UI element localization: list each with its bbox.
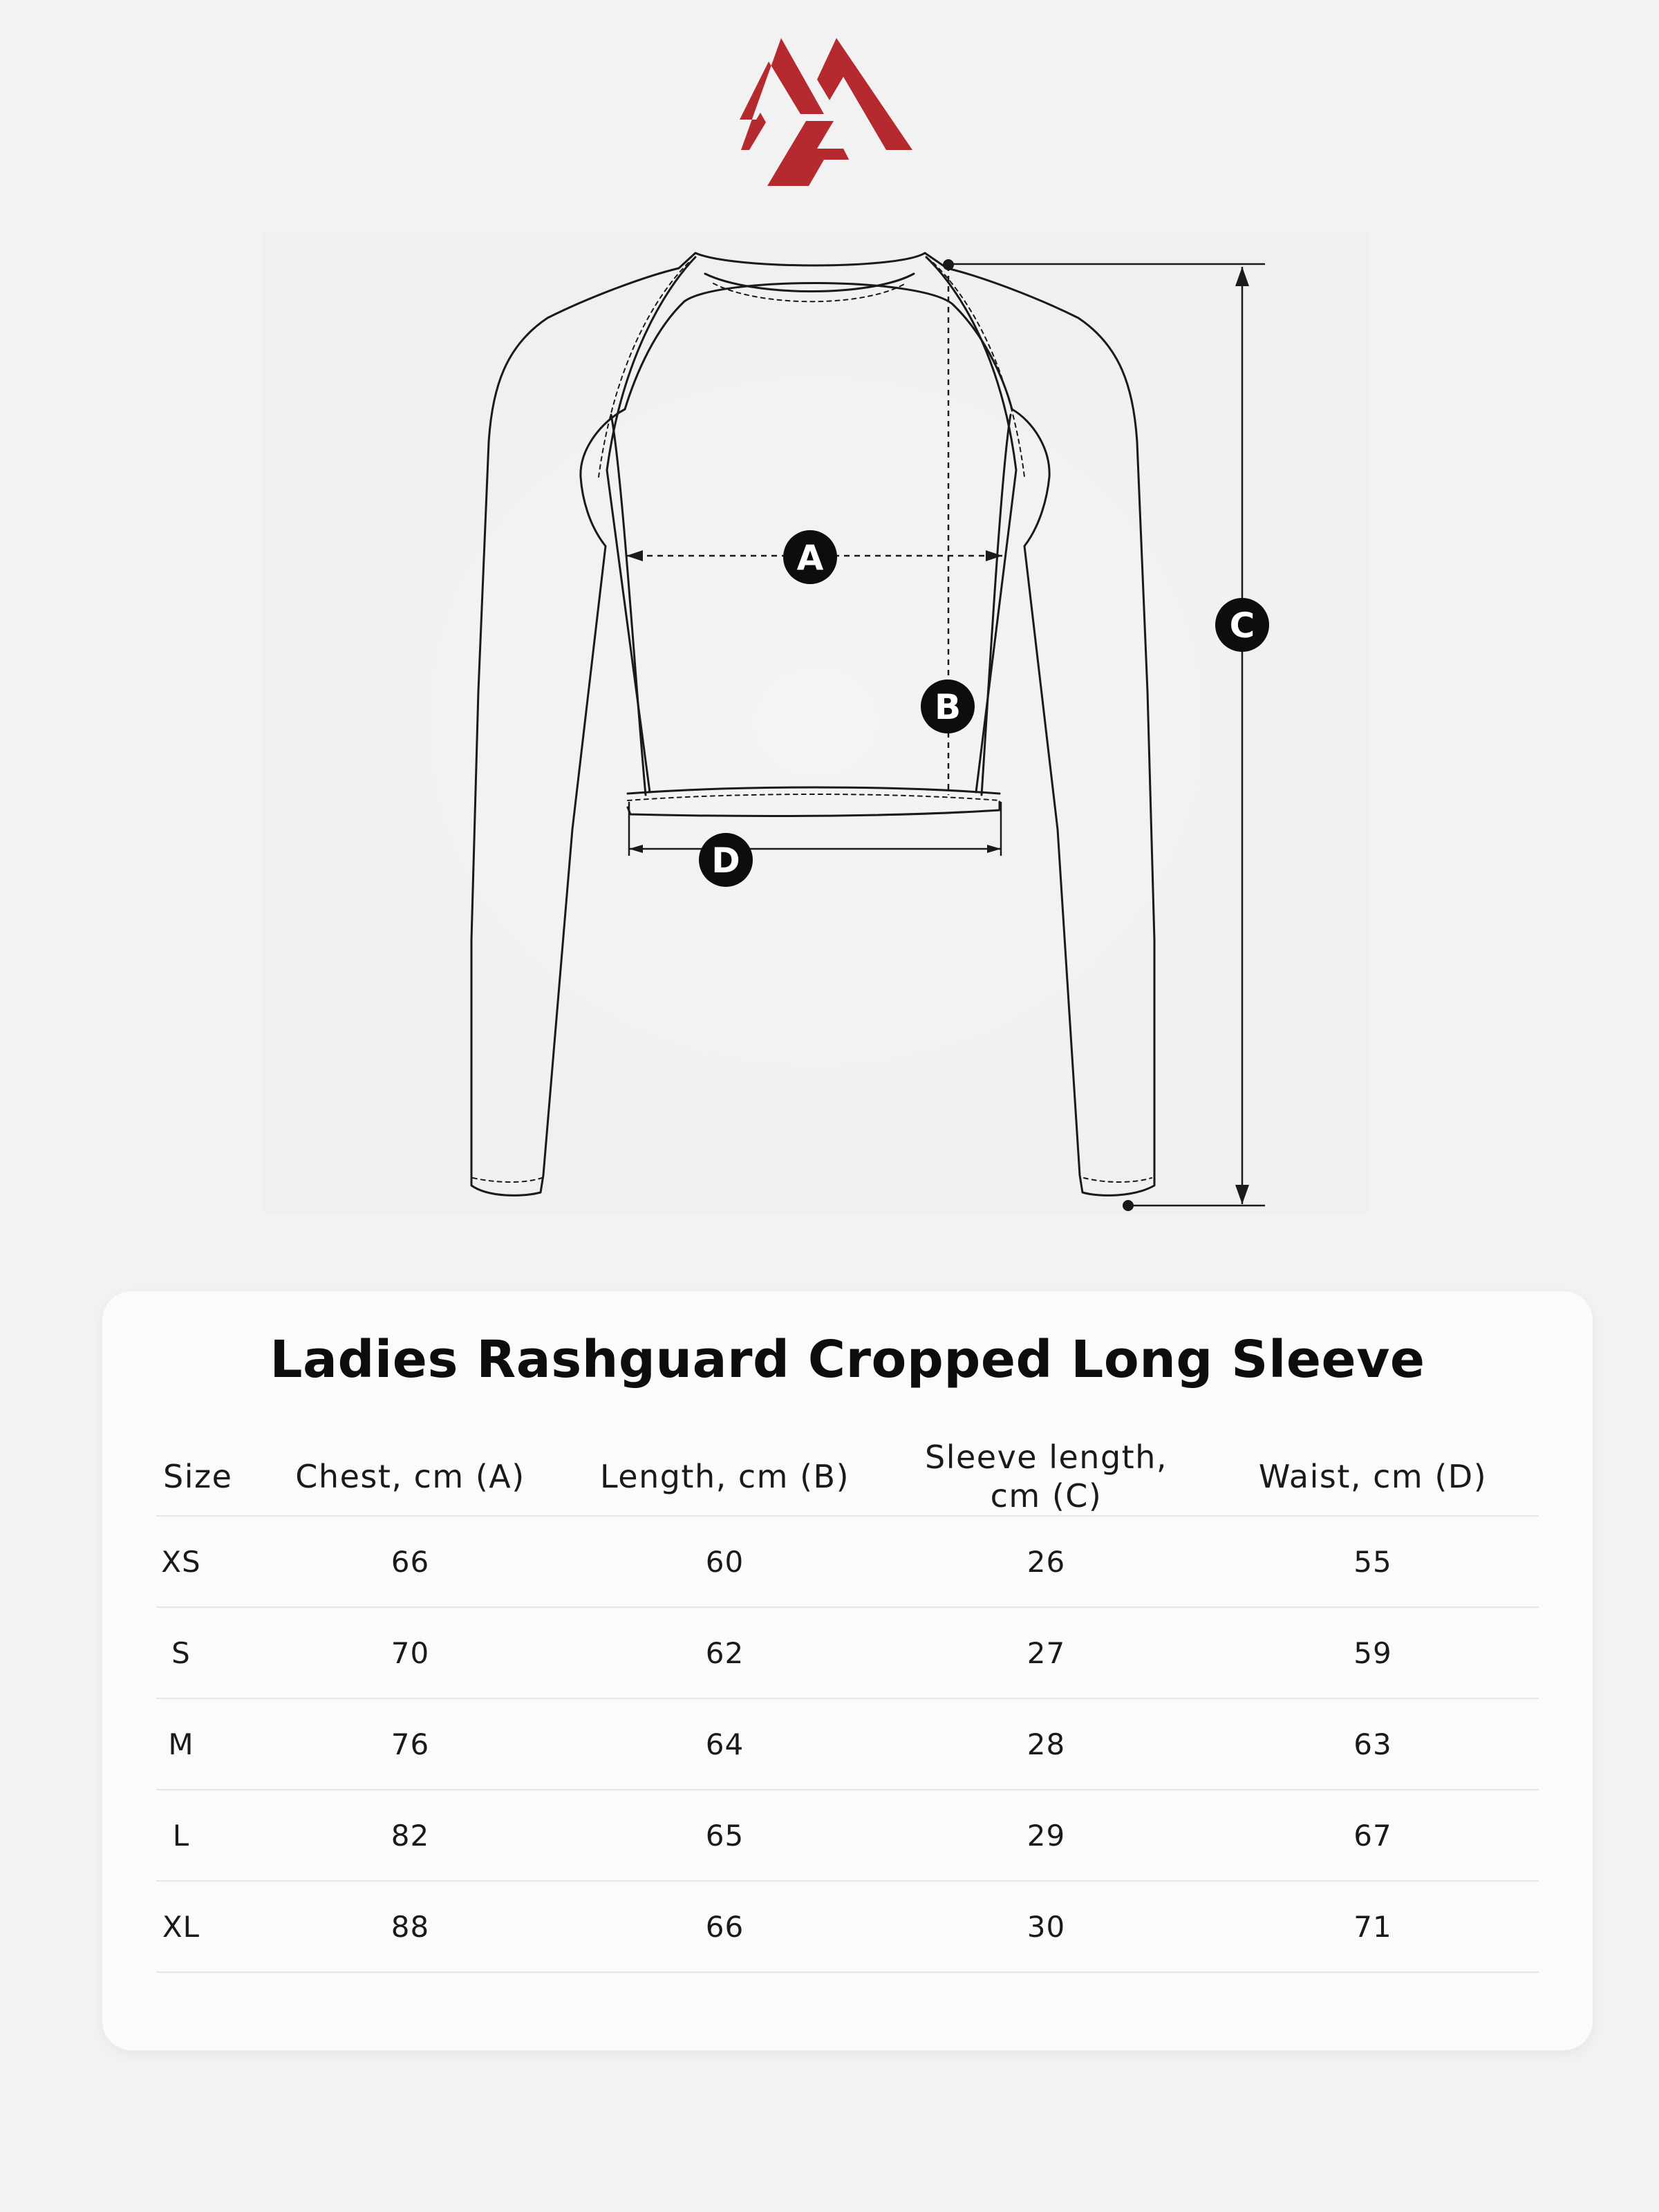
table-row	[156, 1698, 1539, 1790]
cell-waist: 67	[1207, 1790, 1539, 1881]
cell-sleeve: 30	[885, 1881, 1207, 1972]
cell-chest: 82	[256, 1790, 564, 1881]
cell-chest: 66	[256, 1516, 564, 1607]
cell-chest: 76	[256, 1698, 564, 1790]
size-chart-title: Ladies Rashguard Cropped Long Sleeve	[270, 1330, 1425, 1389]
label-badge-c	[1215, 598, 1269, 652]
cell-sleeve: 27	[885, 1607, 1207, 1698]
header-length: Length, cm (B)	[564, 1438, 885, 1516]
label-c: C	[1229, 606, 1255, 646]
cell-waist: 71	[1207, 1881, 1539, 1972]
header-sleeve: Sleeve length, cm (C)	[885, 1438, 1207, 1516]
table-header-row	[156, 1438, 1539, 1516]
size-chart-card	[102, 1291, 1593, 2050]
cell-chest: 70	[256, 1607, 564, 1698]
label-badge-a	[783, 530, 837, 584]
label-badge-d	[699, 833, 753, 887]
label-a: A	[796, 538, 824, 578]
label-d: D	[711, 841, 740, 881]
cell-size: S	[156, 1607, 256, 1698]
cell-length: 65	[564, 1790, 885, 1881]
cell-waist: 63	[1207, 1698, 1539, 1790]
cell-chest: 88	[256, 1881, 564, 1972]
header-waist: Waist, cm (D)	[1207, 1438, 1539, 1516]
cell-waist: 59	[1207, 1607, 1539, 1698]
cell-size: XS	[156, 1516, 256, 1607]
cell-length: 60	[564, 1516, 885, 1607]
header-chest: Chest, cm (A)	[256, 1438, 564, 1516]
table-row	[156, 1516, 1539, 1607]
cell-sleeve: 28	[885, 1698, 1207, 1790]
size-table	[156, 1438, 1539, 1973]
cell-size: M	[156, 1698, 256, 1790]
cell-length: 66	[564, 1881, 885, 1972]
cell-waist: 55	[1207, 1516, 1539, 1607]
table-row	[156, 1790, 1539, 1881]
table-row	[156, 1881, 1539, 1972]
cell-size: XL	[156, 1881, 256, 1972]
cell-length: 64	[564, 1698, 885, 1790]
header-size: Size	[156, 1438, 256, 1516]
cell-size: L	[156, 1790, 256, 1881]
cell-sleeve: 26	[885, 1516, 1207, 1607]
label-b: B	[934, 687, 962, 727]
table-row	[156, 1607, 1539, 1698]
label-badge-b	[921, 679, 975, 733]
cell-length: 62	[564, 1607, 885, 1698]
cell-sleeve: 29	[885, 1790, 1207, 1881]
